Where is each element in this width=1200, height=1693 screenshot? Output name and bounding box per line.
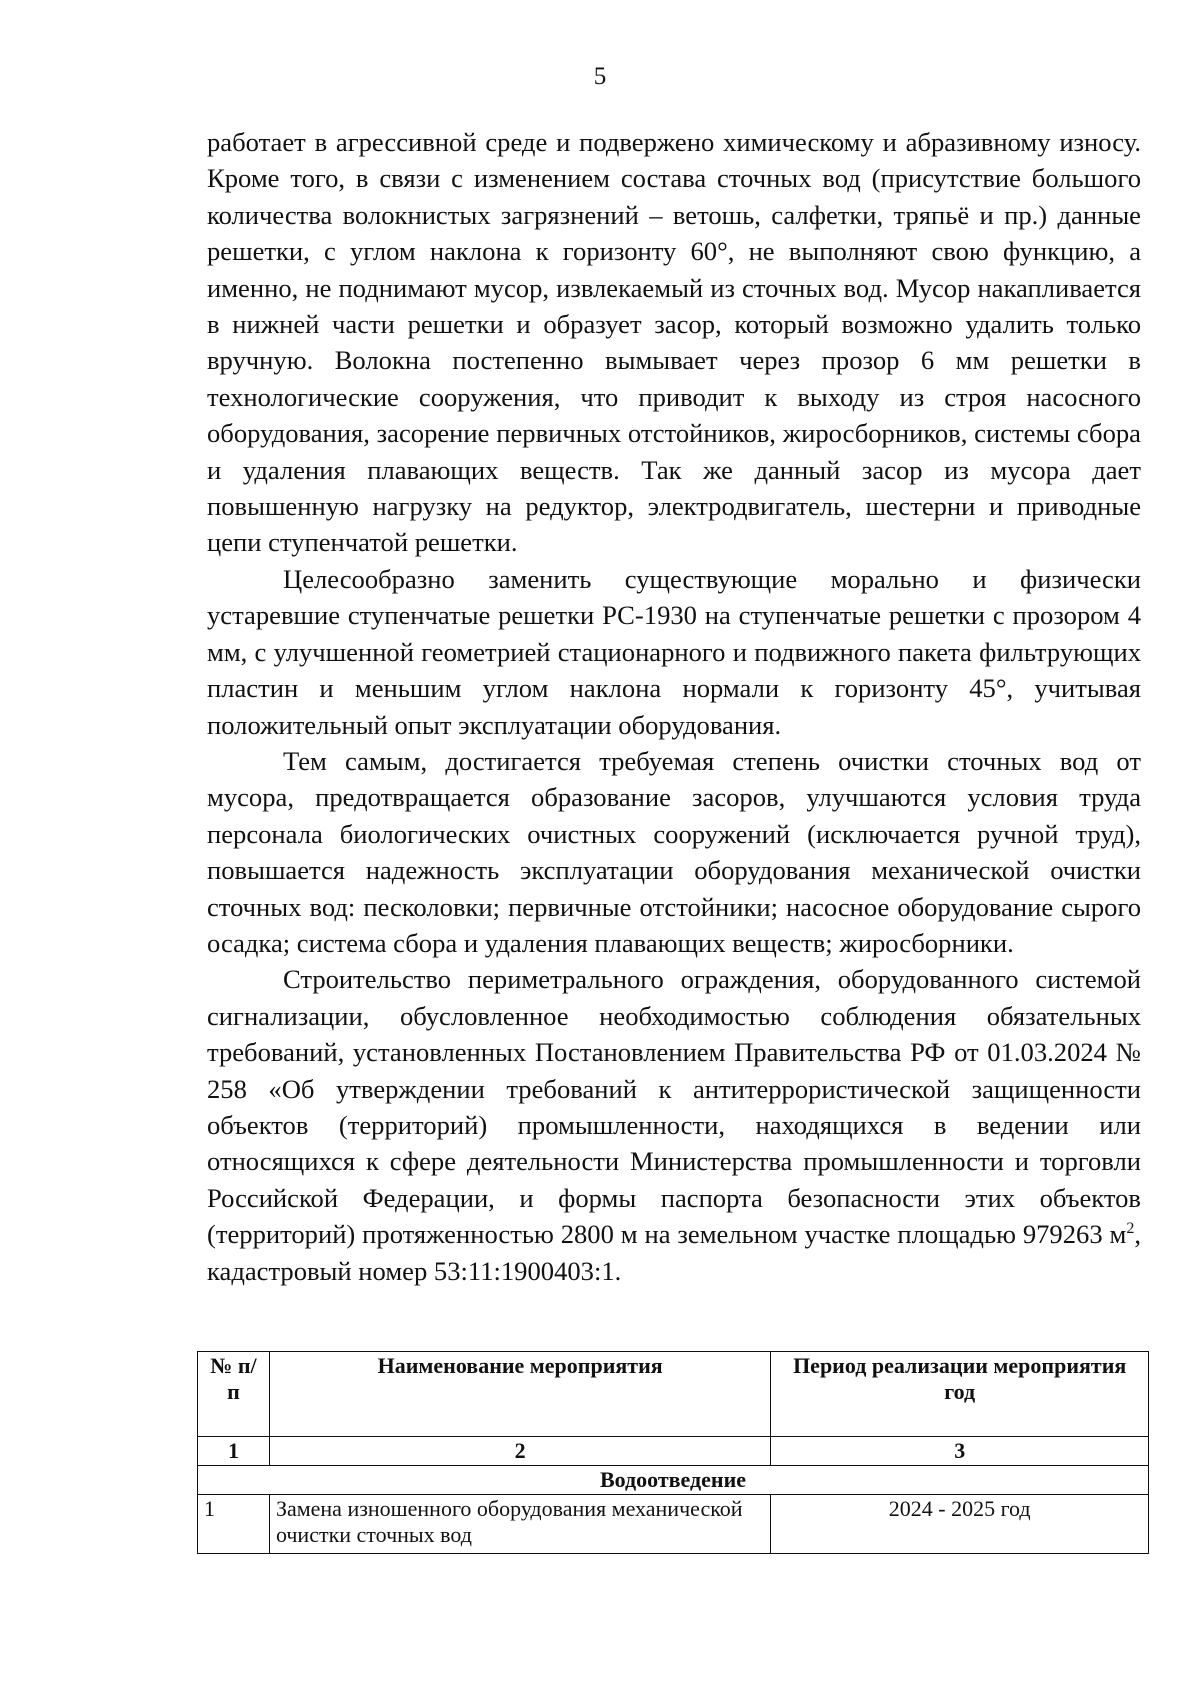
- section-title: Водоотведение: [198, 1466, 1149, 1495]
- measures-table: [197, 1351, 1149, 1554]
- page-number: 5: [593, 63, 607, 90]
- table-column-numbers-row: [198, 1437, 1149, 1466]
- paragraph-3: Тем самым, достигается требуемая степень очистки сточных вод от мусора, предотвращается образование засоров, улучшаются условия труда персонала биологических очистных сооружений (исключается ручной труд), повышается надежность эксплуатации оборудования механической очистки сточных вод: песколовки; первичные отстойники; насосное оборудование сырого осадка; система сбора и удаления плавающих веществ; жиросборники.: [207, 745, 1141, 958]
- column-number-3: 3: [771, 1437, 1149, 1466]
- table-row: [198, 1495, 1149, 1554]
- column-number-1: 1: [198, 1437, 270, 1466]
- header-number: № п/п: [198, 1352, 270, 1437]
- body-text: [207, 124, 1141, 1289]
- row-period: 2024 - 2025 год: [771, 1495, 1149, 1554]
- table-section-row: [198, 1466, 1149, 1495]
- row-name: Замена изношенного оборудования механической очистки сточных вод: [269, 1495, 770, 1554]
- paragraph-2: Целесообразно заменить существующие морально и физически устаревшие ступенчатые решетки РС-1930 на ступенчатые решетки с прозором 4 мм, с улучшенной геометрией стационарного и подвижного пакета фильтрующих пластин и меньшим углом наклона нормали к горизонту 45°, учитывая положительный опыт эксплуатации оборудования.: [207, 563, 1141, 740]
- paragraph-4-text: Строительство периметрального ограждения, оборудованного системой сигнализации, обусловленное необходимостью соблюдения обязательных требований, установленных Постановлением Правительства РФ от 01.03.2024 № 258 «Об утверждении требований к антитеррористической защищенности объектов (территорий) промышленности, находящихся в ведении или относящихся к сфере деятельности Министерства промышленности и торговли Российской Федерации, и формы паспорта безопасности этих объектов (территорий) протяженностью 2800 м на земельном участке площадью 979263 м: [207, 964, 1141, 1250]
- column-number-2: 2: [269, 1437, 770, 1466]
- header-period: Период реализации мероприятия год: [771, 1352, 1149, 1437]
- table-header-row: [198, 1352, 1149, 1437]
- header-name: Наименование мероприятия: [269, 1352, 770, 1437]
- paragraph-4: [207, 961, 1141, 1289]
- row-number: 1: [198, 1495, 270, 1554]
- paragraph-1: работает в агрессивной среде и подвержено химическому и абразивному износу. Кроме того, в связи с изменением состава сточных вод (присутствие большого количества волокнистых загрязнений – ветошь, салфетки, тряпьё и пр.) данные решетки, с углом наклона к горизонту 60°, не выполняют свою функцию, а именно, не поднимают мусор, извлекаемый из сточных вод. Мусор накапливается в нижней части решетки и образует засор, который возможно удалить только вручную. Волокна постепенно вымывает через прозор 6 мм решетки в технологические сооружения, что приводит к выходу из строя насосного оборудования, засорение первичных отстойников, жиросборников, системы сбора и удаления плавающих веществ. Так же данный засор из мусора дает повышенную нагрузку на редуктор, электродвигатель, шестерни и приводные цепи ступенчатой решетки.: [207, 127, 1141, 558]
- paragraph-4-tail: , кадастровый номер 53:11:1900403:1.: [207, 1219, 1141, 1286]
- superscript-2: 2: [1126, 1220, 1135, 1238]
